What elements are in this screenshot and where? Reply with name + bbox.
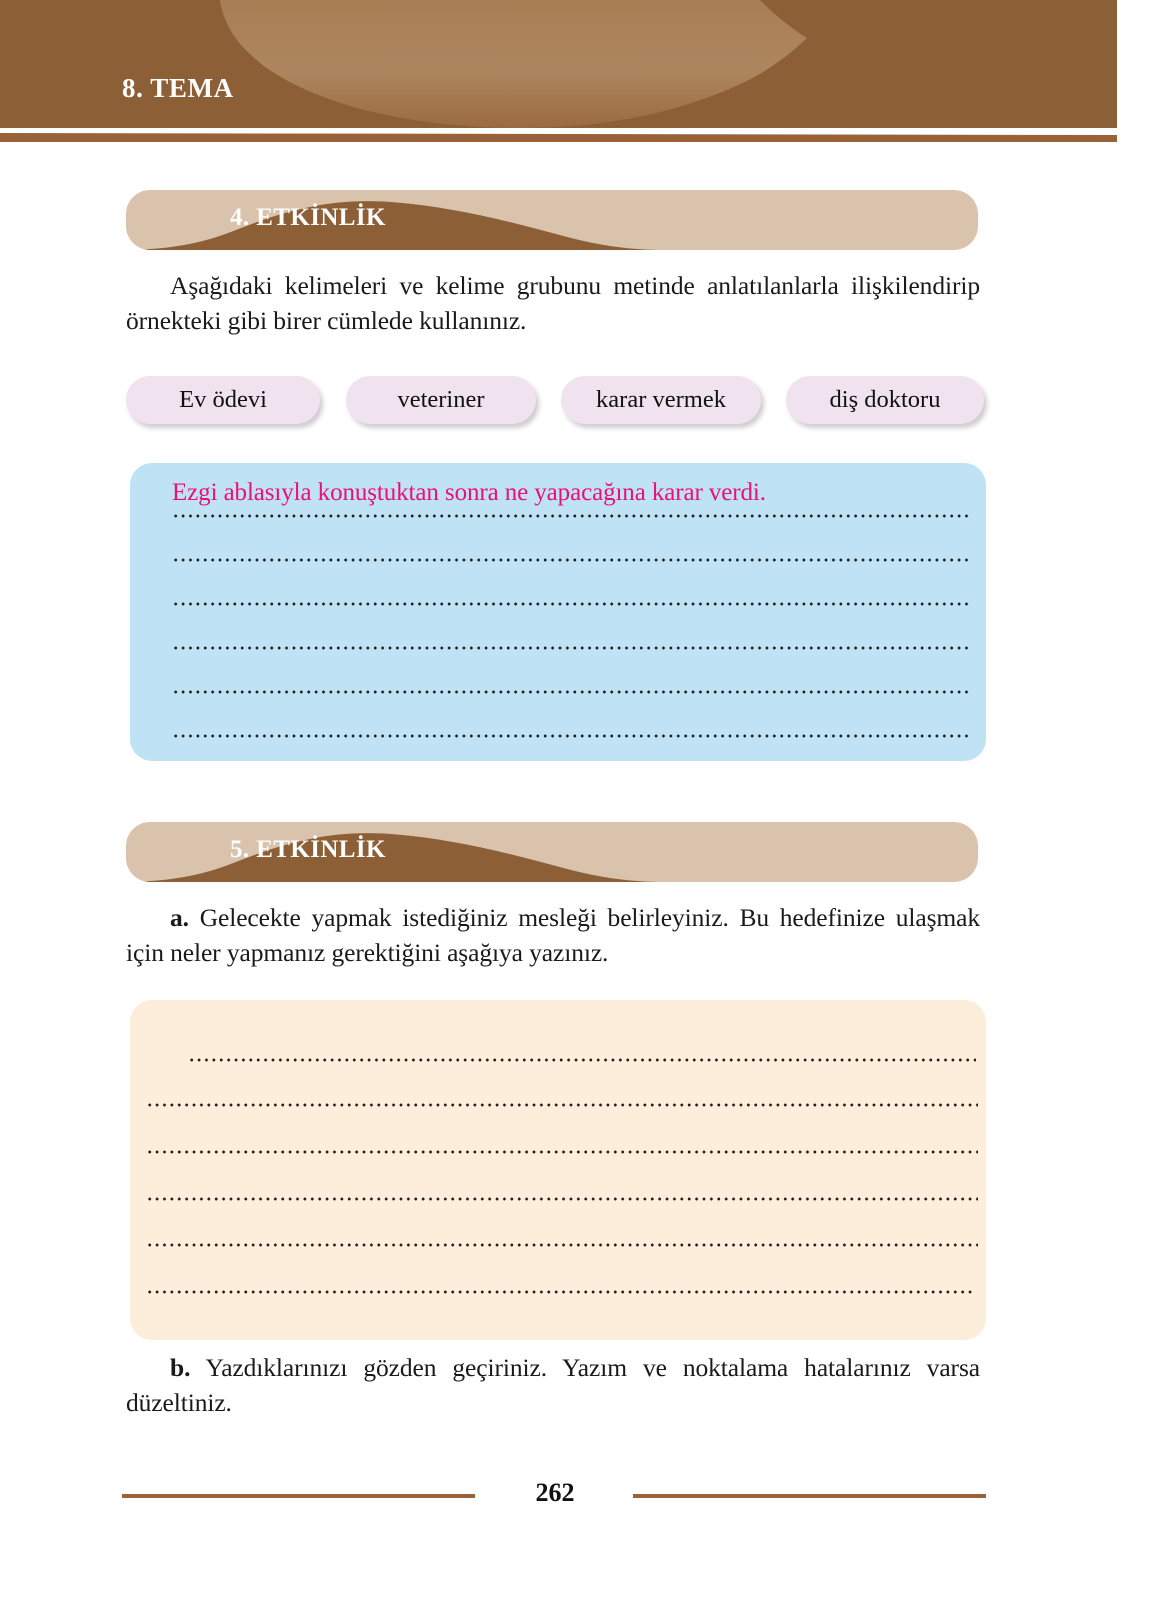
page-number: 262 xyxy=(535,1478,575,1507)
activity-5-label: 5. ETKİNLİK xyxy=(230,836,386,863)
word-pill-ev-odevi[interactable] xyxy=(126,376,320,424)
activity-5-item-b xyxy=(126,1350,980,1420)
activity-5-item-a-text: Gelecekte yapmak istediğiniz mesleği belirleyiniz. Bu hedefinize ulaşmak için neler yapmanız gerektiğini aşağıya yazınız. xyxy=(126,903,980,967)
activity-4-example-sentence: Ezgi ablasıyla konuştuktan sonra ne yapacağına karar verdi. xyxy=(172,479,766,506)
word-pill-label: diş doktoru xyxy=(829,386,941,413)
answer-dotted-line[interactable] xyxy=(188,1058,976,1062)
activity-4-answer-box[interactable] xyxy=(130,463,986,761)
word-pill-label: Ev ödevi xyxy=(179,386,267,413)
activity-5-item-b-text: Yazdıklarınızı gözden geçiriniz. Yazım ve noktalama hatalarınız varsa düzeltiniz. xyxy=(126,1353,980,1417)
activity-4-instruction-text: Aşağıdaki kelimeleri ve kelime grubunu metinde anlatılanlarla ilişkilendirip örnekteki gibi birer cümlede kullanınız. xyxy=(126,271,980,335)
activity-5-banner xyxy=(126,822,978,882)
answer-dotted-line[interactable] xyxy=(146,1197,978,1201)
answer-dotted-line[interactable] xyxy=(172,690,972,694)
answer-dotted-line[interactable] xyxy=(146,1150,978,1154)
word-pill-karar-vermek[interactable] xyxy=(561,376,761,424)
activity-4-label: 4. ETKİNLİK xyxy=(230,204,386,231)
activity-5-answer-box[interactable] xyxy=(130,1000,986,1340)
answer-dotted-line[interactable] xyxy=(146,1243,978,1247)
word-pill-dis-doktoru[interactable] xyxy=(786,376,984,424)
activity-4-instruction xyxy=(126,268,980,338)
word-pill-row xyxy=(126,376,986,428)
word-pill-label: karar vermek xyxy=(596,386,726,413)
word-pill-veteriner[interactable] xyxy=(346,376,536,424)
activity-5-item-a-marker: a. xyxy=(170,903,189,932)
answer-dotted-line[interactable] xyxy=(146,1103,978,1107)
activity-5-item-a xyxy=(126,900,980,970)
activity-4-banner xyxy=(126,190,978,250)
answer-dotted-line[interactable] xyxy=(172,734,972,738)
word-pill-label: veteriner xyxy=(397,386,485,413)
theme-title: 8. TEMA xyxy=(122,73,234,103)
answer-dotted-line[interactable] xyxy=(172,558,972,562)
activity-5-item-b-marker: b. xyxy=(170,1353,191,1382)
answer-dotted-line[interactable] xyxy=(172,514,972,518)
answer-dotted-line[interactable] xyxy=(172,646,972,650)
answer-dotted-line[interactable] xyxy=(146,1290,974,1294)
answer-dotted-line[interactable] xyxy=(172,602,972,606)
